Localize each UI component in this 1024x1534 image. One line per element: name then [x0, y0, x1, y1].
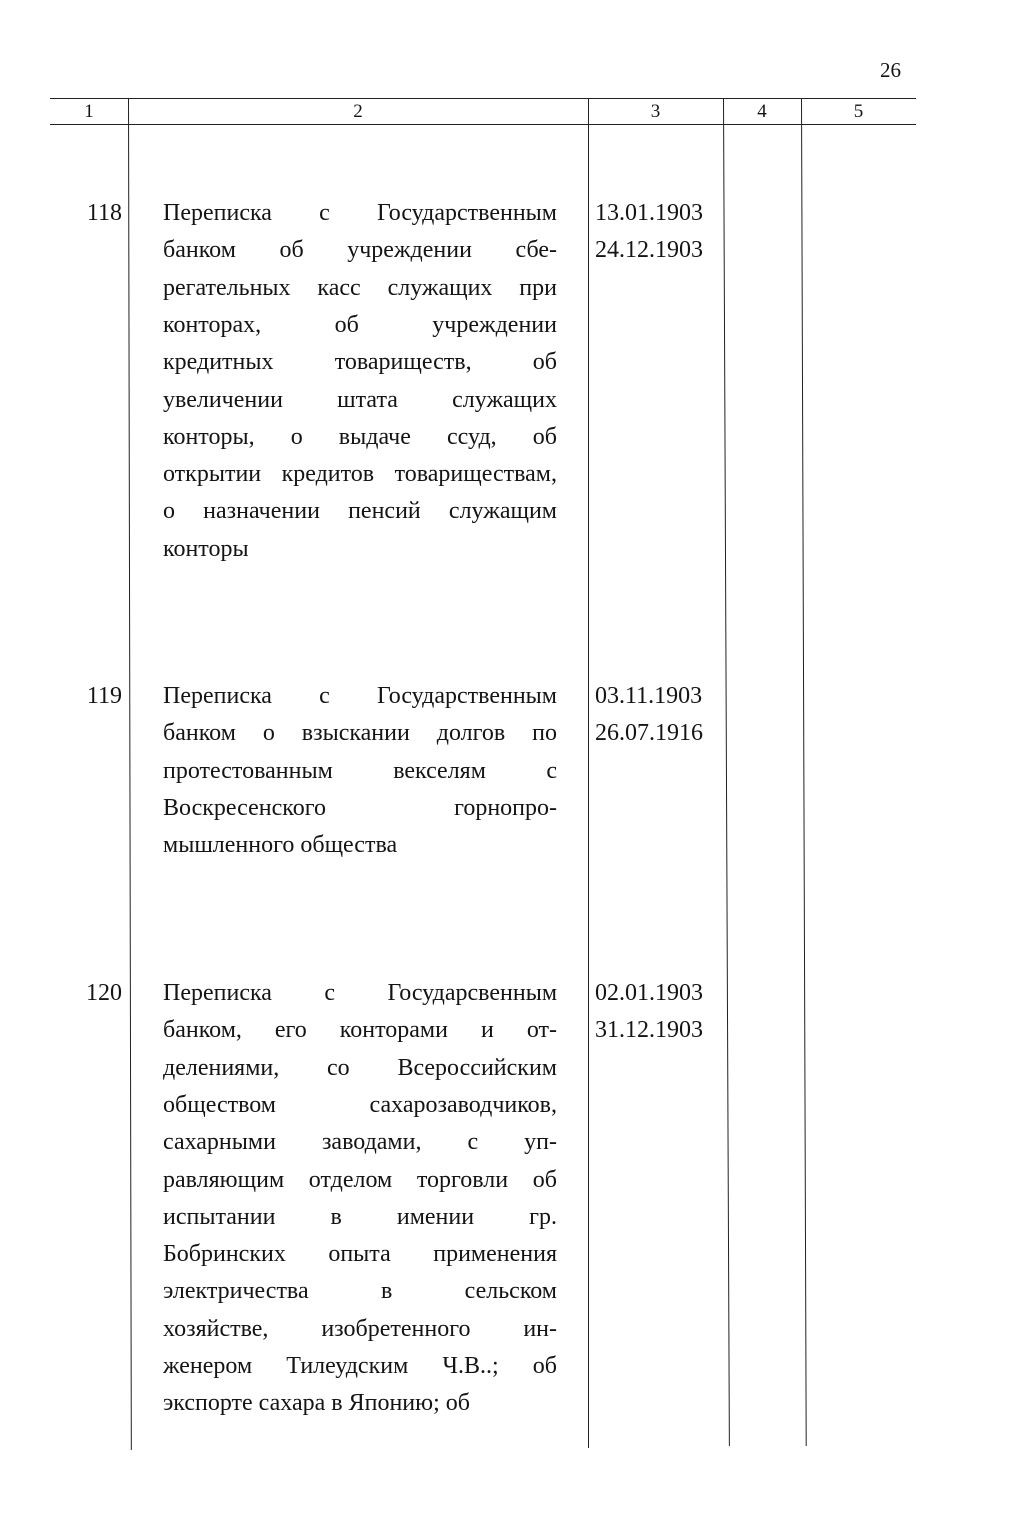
start-date: 02.01.1903	[595, 980, 703, 1006]
table-top-rule	[50, 98, 916, 99]
entry-number: 119	[86, 683, 122, 709]
end-date: 24.12.1903	[595, 237, 703, 264]
entry-title-line: женером Тилеудским Ч.В..; об	[163, 1353, 557, 1379]
header-col-5: 5	[853, 101, 864, 122]
entry-number: 120	[86, 980, 122, 1006]
entry-title-line: Переписка с Государсвенным	[163, 980, 557, 1006]
header-col-4: 4	[757, 101, 767, 122]
entry-title-line: экспорте сахара в Японию; об	[163, 1390, 470, 1417]
column-divider-2	[588, 98, 589, 1448]
entry-title-line: испытании в имении гр.	[163, 1203, 557, 1230]
entry-title-line: открытии кредитов товариществам,	[163, 461, 557, 488]
entry-title-line: о назначении пенсий служащим	[163, 498, 557, 525]
header-col-3: 3	[650, 101, 661, 122]
entry-title-line: увеличении штата служащих	[163, 386, 557, 413]
entry-title-line: сахарными заводами, с уп-	[163, 1129, 557, 1156]
page-number: 26	[880, 58, 901, 82]
entry-title-line: мышленного общества	[163, 832, 398, 859]
entry-title-line: банком, его конторами и от-	[163, 1017, 557, 1044]
header-bottom-rule	[50, 124, 916, 125]
entry-title-line: конторах, об учреждении	[163, 311, 557, 338]
entry-title-line: регательных касс служащих при	[163, 274, 557, 301]
entry-title-line: Воскресенского горнопро-	[163, 794, 557, 821]
column-divider-1	[128, 98, 132, 1450]
entry-title-line: делениями, со Всероссийским	[163, 1054, 557, 1081]
entry-title-line: банком об учреждении сбе-	[163, 237, 557, 264]
entry-title-line: равляющим отделом торговли об	[163, 1166, 557, 1193]
header-col-1: 1	[84, 101, 94, 122]
entry-title-line: конторы, о выдаче ссуд, об	[163, 423, 557, 450]
entry-number: 118	[86, 200, 122, 226]
entry-title-line: конторы	[163, 535, 249, 562]
column-divider-3	[723, 98, 730, 1446]
end-date: 31.12.1903	[595, 1017, 703, 1044]
header-col-2: 2	[353, 101, 363, 122]
start-date: 03.11.1903	[595, 683, 703, 709]
column-divider-4	[801, 98, 807, 1446]
end-date: 26.07.1916	[595, 720, 703, 747]
entry-title-line: банком о взыскании долгов по	[163, 720, 557, 747]
entry-title-line: обществом сахарозаводчиков,	[163, 1091, 557, 1118]
entry-title-line: Переписка с Государственным	[163, 683, 557, 709]
entry-title-line: хозяйстве, изобретенного ин-	[163, 1315, 557, 1342]
entry-title-line: Переписка с Государственным	[163, 200, 557, 226]
start-date: 13.01.1903	[595, 200, 703, 226]
entry-title-line: Бобринских опыта применения	[163, 1241, 557, 1268]
entry-title-line: кредитных товариществ, об	[163, 349, 557, 376]
entry-title-line: протестованным векселям с	[163, 757, 557, 784]
entry-title-line: электричества в сельском	[163, 1278, 557, 1305]
